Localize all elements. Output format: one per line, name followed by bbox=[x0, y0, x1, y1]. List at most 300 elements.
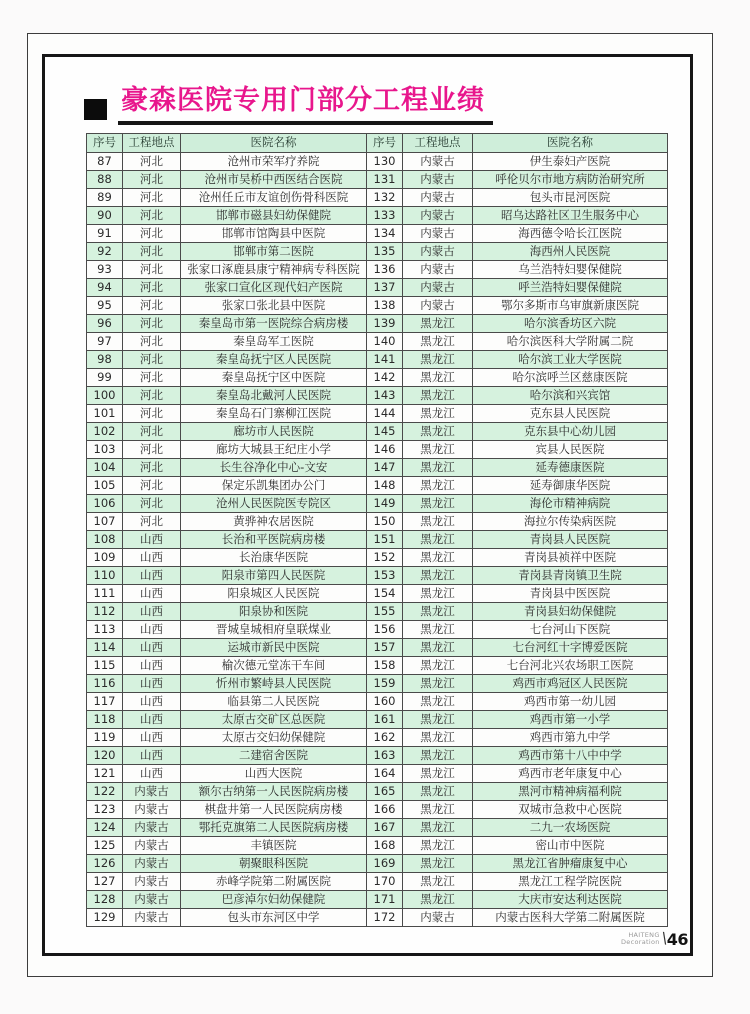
serial-cell: 151 bbox=[367, 531, 403, 549]
location-cell: 河北 bbox=[123, 441, 181, 459]
table-row bbox=[87, 315, 668, 333]
location-cell: 山西 bbox=[123, 729, 181, 747]
column-serial-header: 序号 bbox=[367, 134, 403, 153]
hospital-name-cell: 内蒙古医科大学第二附属医院 bbox=[473, 909, 668, 927]
location-cell: 内蒙古 bbox=[123, 837, 181, 855]
column-serial-header: 序号 bbox=[87, 134, 123, 153]
serial-cell: 101 bbox=[87, 405, 123, 423]
location-cell: 黑龙江 bbox=[403, 423, 473, 441]
serial-cell: 137 bbox=[367, 279, 403, 297]
serial-cell: 124 bbox=[87, 819, 123, 837]
location-cell: 黑龙江 bbox=[403, 405, 473, 423]
hospital-name-cell: 长治康华医院 bbox=[181, 549, 367, 567]
hospital-name-cell: 棋盘井第一人民医院病房楼 bbox=[181, 801, 367, 819]
serial-cell: 162 bbox=[367, 729, 403, 747]
hospital-name-cell: 沧州人民医院医专院区 bbox=[181, 495, 367, 513]
serial-cell: 94 bbox=[87, 279, 123, 297]
location-cell: 内蒙古 bbox=[123, 819, 181, 837]
hospital-name-cell: 海伦市精神病院 bbox=[473, 495, 668, 513]
table-row bbox=[87, 243, 668, 261]
hospital-name-cell: 宾县人民医院 bbox=[473, 441, 668, 459]
location-cell: 内蒙古 bbox=[403, 225, 473, 243]
hospital-name-cell: 鸡西市第一幼儿园 bbox=[473, 693, 668, 711]
hospital-name-cell: 张家口张北县中医院 bbox=[181, 297, 367, 315]
location-cell: 河北 bbox=[123, 387, 181, 405]
table-row bbox=[87, 351, 668, 369]
location-cell: 黑龙江 bbox=[403, 621, 473, 639]
hospital-name-cell: 海西州人民医院 bbox=[473, 243, 668, 261]
hospital-name-cell: 哈尔滨医科大学附属二院 bbox=[473, 333, 668, 351]
location-cell: 内蒙古 bbox=[123, 783, 181, 801]
serial-cell: 147 bbox=[367, 459, 403, 477]
serial-cell: 172 bbox=[367, 909, 403, 927]
hospital-name-cell: 青岗县祯祥中医院 bbox=[473, 549, 668, 567]
title-bullet-square-icon bbox=[84, 99, 107, 120]
location-cell: 河北 bbox=[123, 225, 181, 243]
location-cell: 黑龙江 bbox=[403, 333, 473, 351]
location-cell: 黑龙江 bbox=[403, 315, 473, 333]
location-cell: 内蒙古 bbox=[123, 801, 181, 819]
hospital-name-cell: 包头市昆河医院 bbox=[473, 189, 668, 207]
hospital-name-cell: 山西大医院 bbox=[181, 765, 367, 783]
hospital-name-cell: 青岗县青岗镇卫生院 bbox=[473, 567, 668, 585]
table-header-row bbox=[87, 134, 668, 153]
hospital-name-cell: 呼伦贝尔市地方病防治研究所 bbox=[473, 171, 668, 189]
hospital-name-cell: 沧州任丘市友谊创伤骨科医院 bbox=[181, 189, 367, 207]
table-row bbox=[87, 891, 668, 909]
table-row bbox=[87, 441, 668, 459]
location-cell: 黑龙江 bbox=[403, 675, 473, 693]
table-row bbox=[87, 531, 668, 549]
location-cell: 山西 bbox=[123, 567, 181, 585]
serial-cell: 91 bbox=[87, 225, 123, 243]
location-cell: 山西 bbox=[123, 765, 181, 783]
table-row bbox=[87, 495, 668, 513]
table-row bbox=[87, 765, 668, 783]
serial-cell: 106 bbox=[87, 495, 123, 513]
hospital-name-cell: 昭乌达路社区卫生服务中心 bbox=[473, 207, 668, 225]
hospital-name-cell: 廊坊大城县王纪庄小学 bbox=[181, 441, 367, 459]
serial-cell: 125 bbox=[87, 837, 123, 855]
serial-cell: 156 bbox=[367, 621, 403, 639]
hospital-name-cell: 秦皇岛抚宁区中医院 bbox=[181, 369, 367, 387]
serial-cell: 127 bbox=[87, 873, 123, 891]
serial-cell: 167 bbox=[367, 819, 403, 837]
table-row bbox=[87, 783, 668, 801]
hospital-name-cell: 克东县中心幼儿园 bbox=[473, 423, 668, 441]
location-cell: 内蒙古 bbox=[403, 243, 473, 261]
hospital-name-cell: 阳泉协和医院 bbox=[181, 603, 367, 621]
table-row bbox=[87, 207, 668, 225]
location-cell: 河北 bbox=[123, 513, 181, 531]
serial-cell: 158 bbox=[367, 657, 403, 675]
table-row bbox=[87, 261, 668, 279]
serial-cell: 140 bbox=[367, 333, 403, 351]
table-row bbox=[87, 801, 668, 819]
table-body bbox=[87, 153, 668, 927]
hospital-name-cell: 廊坊市人民医院 bbox=[181, 423, 367, 441]
table-row bbox=[87, 873, 668, 891]
location-cell: 山西 bbox=[123, 603, 181, 621]
location-cell: 山西 bbox=[123, 531, 181, 549]
hospital-name-cell: 鸡西市鸡冠区人民医院 bbox=[473, 675, 668, 693]
location-cell: 黑龙江 bbox=[403, 711, 473, 729]
hospital-name-cell: 秦皇岛北戴河人民医院 bbox=[181, 387, 367, 405]
location-cell: 内蒙古 bbox=[123, 891, 181, 909]
location-cell: 黑龙江 bbox=[403, 747, 473, 765]
serial-cell: 123 bbox=[87, 801, 123, 819]
location-cell: 黑龙江 bbox=[403, 441, 473, 459]
location-cell: 山西 bbox=[123, 549, 181, 567]
table-row bbox=[87, 819, 668, 837]
location-cell: 黑龙江 bbox=[403, 765, 473, 783]
hospital-name-cell: 延寿德康医院 bbox=[473, 459, 668, 477]
table-row bbox=[87, 837, 668, 855]
hospital-name-cell: 海西德令哈长江医院 bbox=[473, 225, 668, 243]
serial-cell: 120 bbox=[87, 747, 123, 765]
location-cell: 山西 bbox=[123, 711, 181, 729]
page-title: 豪森医院专用门部分工程业绩 bbox=[118, 86, 493, 125]
location-cell: 黑龙江 bbox=[403, 531, 473, 549]
serial-cell: 157 bbox=[367, 639, 403, 657]
hospital-name-cell: 哈尔滨呼兰区慈康医院 bbox=[473, 369, 668, 387]
hospital-name-cell: 黑龙江工程学院医院 bbox=[473, 873, 668, 891]
hospital-name-cell: 太原古交妇幼保健院 bbox=[181, 729, 367, 747]
table-row bbox=[87, 369, 668, 387]
serial-cell: 122 bbox=[87, 783, 123, 801]
serial-cell: 129 bbox=[87, 909, 123, 927]
serial-cell: 160 bbox=[367, 693, 403, 711]
hospital-name-cell: 七台河北兴农场职工医院 bbox=[473, 657, 668, 675]
location-cell: 黑龙江 bbox=[403, 873, 473, 891]
hospital-name-cell: 青岗县人民医院 bbox=[473, 531, 668, 549]
hospital-name-cell: 黑河市精神病福利院 bbox=[473, 783, 668, 801]
serial-cell: 128 bbox=[87, 891, 123, 909]
table-row bbox=[87, 747, 668, 765]
serial-cell: 118 bbox=[87, 711, 123, 729]
hospital-name-cell: 鸡西市第十八中中学 bbox=[473, 747, 668, 765]
table-row bbox=[87, 729, 668, 747]
location-cell: 黑龙江 bbox=[403, 495, 473, 513]
hospital-name-cell: 黑龙江省肿瘤康复中心 bbox=[473, 855, 668, 873]
serial-cell: 96 bbox=[87, 315, 123, 333]
serial-cell: 139 bbox=[367, 315, 403, 333]
table-row bbox=[87, 549, 668, 567]
table-row bbox=[87, 621, 668, 639]
serial-cell: 111 bbox=[87, 585, 123, 603]
serial-cell: 148 bbox=[367, 477, 403, 495]
serial-cell: 153 bbox=[367, 567, 403, 585]
serial-cell: 99 bbox=[87, 369, 123, 387]
location-cell: 山西 bbox=[123, 747, 181, 765]
table-row bbox=[87, 603, 668, 621]
hospital-name-cell: 鄂托克旗第二人民医院病房楼 bbox=[181, 819, 367, 837]
hospital-name-cell: 丰镇医院 bbox=[181, 837, 367, 855]
serial-cell: 138 bbox=[367, 297, 403, 315]
serial-cell: 155 bbox=[367, 603, 403, 621]
location-cell: 河北 bbox=[123, 171, 181, 189]
location-cell: 内蒙古 bbox=[123, 909, 181, 927]
hospital-name-cell: 沧州市荣军疗养院 bbox=[181, 153, 367, 171]
serial-cell: 93 bbox=[87, 261, 123, 279]
table-row bbox=[87, 711, 668, 729]
column-hospital-name-header: 医院名称 bbox=[473, 134, 668, 153]
location-cell: 河北 bbox=[123, 297, 181, 315]
hospital-name-cell: 乌兰浩特妇婴保健院 bbox=[473, 261, 668, 279]
location-cell: 河北 bbox=[123, 279, 181, 297]
table-row bbox=[87, 279, 668, 297]
location-cell: 山西 bbox=[123, 585, 181, 603]
location-cell: 黑龙江 bbox=[403, 567, 473, 585]
serial-cell: 117 bbox=[87, 693, 123, 711]
hospital-name-cell: 哈尔滨香坊区六院 bbox=[473, 315, 668, 333]
serial-cell: 142 bbox=[367, 369, 403, 387]
serial-cell: 110 bbox=[87, 567, 123, 585]
hospital-name-cell: 双城市急救中心医院 bbox=[473, 801, 668, 819]
hospital-name-cell: 青岗县妇幼保健院 bbox=[473, 603, 668, 621]
location-cell: 河北 bbox=[123, 189, 181, 207]
table-row bbox=[87, 153, 668, 171]
hospital-name-cell: 鄂尔多斯市乌审旗新康医院 bbox=[473, 297, 668, 315]
hospital-name-cell: 大庆市安达利达医院 bbox=[473, 891, 668, 909]
location-cell: 河北 bbox=[123, 207, 181, 225]
hospital-name-cell: 邯郸市第二医院 bbox=[181, 243, 367, 261]
serial-cell: 112 bbox=[87, 603, 123, 621]
hospital-name-cell: 赤峰学院第二附属医院 bbox=[181, 873, 367, 891]
serial-cell: 132 bbox=[367, 189, 403, 207]
location-cell: 河北 bbox=[123, 495, 181, 513]
hospital-name-cell: 邯郸市磁县妇幼保健院 bbox=[181, 207, 367, 225]
serial-cell: 163 bbox=[367, 747, 403, 765]
location-cell: 黑龙江 bbox=[403, 639, 473, 657]
hospital-name-cell: 秦皇岛军工医院 bbox=[181, 333, 367, 351]
serial-cell: 90 bbox=[87, 207, 123, 225]
location-cell: 河北 bbox=[123, 243, 181, 261]
brand-subtitle: Decoration bbox=[621, 938, 660, 946]
serial-cell: 161 bbox=[367, 711, 403, 729]
location-cell: 内蒙古 bbox=[123, 873, 181, 891]
location-cell: 内蒙古 bbox=[403, 297, 473, 315]
location-cell: 河北 bbox=[123, 261, 181, 279]
hospital-name-cell: 密山市中医院 bbox=[473, 837, 668, 855]
table-row bbox=[87, 405, 668, 423]
brand-logo bbox=[621, 932, 660, 947]
page-footer bbox=[621, 929, 688, 949]
serial-cell: 150 bbox=[367, 513, 403, 531]
location-cell: 黑龙江 bbox=[403, 729, 473, 747]
serial-cell: 149 bbox=[367, 495, 403, 513]
table-row bbox=[87, 639, 668, 657]
table-row bbox=[87, 567, 668, 585]
table-row bbox=[87, 189, 668, 207]
location-cell: 黑龙江 bbox=[403, 387, 473, 405]
location-cell: 黑龙江 bbox=[403, 891, 473, 909]
location-cell: 内蒙古 bbox=[403, 909, 473, 927]
serial-cell: 134 bbox=[367, 225, 403, 243]
location-cell: 河北 bbox=[123, 405, 181, 423]
hospital-name-cell: 阳泉市第四人民医院 bbox=[181, 567, 367, 585]
serial-cell: 92 bbox=[87, 243, 123, 261]
location-cell: 山西 bbox=[123, 657, 181, 675]
hospital-name-cell: 阳泉城区人民医院 bbox=[181, 585, 367, 603]
serial-cell: 104 bbox=[87, 459, 123, 477]
table-row bbox=[87, 585, 668, 603]
location-cell: 山西 bbox=[123, 675, 181, 693]
hospital-name-cell: 沧州市吴桥中西医结合医院 bbox=[181, 171, 367, 189]
serial-cell: 144 bbox=[367, 405, 403, 423]
hospital-name-cell: 鸡西市第九中学 bbox=[473, 729, 668, 747]
serial-cell: 114 bbox=[87, 639, 123, 657]
location-cell: 山西 bbox=[123, 639, 181, 657]
table-row bbox=[87, 225, 668, 243]
hospital-name-cell: 包头市东河区中学 bbox=[181, 909, 367, 927]
serial-cell: 109 bbox=[87, 549, 123, 567]
location-cell: 内蒙古 bbox=[403, 171, 473, 189]
hospital-name-cell: 七台河山下医院 bbox=[473, 621, 668, 639]
location-cell: 黑龙江 bbox=[403, 837, 473, 855]
location-cell: 黑龙江 bbox=[403, 783, 473, 801]
location-cell: 黑龙江 bbox=[403, 855, 473, 873]
serial-cell: 152 bbox=[367, 549, 403, 567]
hospital-name-cell: 张家口宣化区现代妇产医院 bbox=[181, 279, 367, 297]
table-row bbox=[87, 855, 668, 873]
location-cell: 河北 bbox=[123, 459, 181, 477]
table-row bbox=[87, 693, 668, 711]
project-performance-table bbox=[86, 133, 668, 927]
location-cell: 黑龙江 bbox=[403, 693, 473, 711]
serial-cell: 146 bbox=[367, 441, 403, 459]
serial-cell: 113 bbox=[87, 621, 123, 639]
serial-cell: 154 bbox=[367, 585, 403, 603]
location-cell: 黑龙江 bbox=[403, 369, 473, 387]
serial-cell: 116 bbox=[87, 675, 123, 693]
serial-cell: 143 bbox=[367, 387, 403, 405]
location-cell: 河北 bbox=[123, 369, 181, 387]
serial-cell: 115 bbox=[87, 657, 123, 675]
column-location-header: 工程地点 bbox=[123, 134, 181, 153]
serial-cell: 133 bbox=[367, 207, 403, 225]
serial-cell: 159 bbox=[367, 675, 403, 693]
location-cell: 黑龙江 bbox=[403, 585, 473, 603]
table-row bbox=[87, 513, 668, 531]
serial-cell: 131 bbox=[367, 171, 403, 189]
hospital-name-cell: 二建宿舍医院 bbox=[181, 747, 367, 765]
hospital-name-cell: 晋城皇城相府皇联煤业 bbox=[181, 621, 367, 639]
hospital-name-cell: 张家口涿鹿县康宁精神病专科医院 bbox=[181, 261, 367, 279]
serial-cell: 170 bbox=[367, 873, 403, 891]
hospital-name-cell: 鸡西市老年康复中心 bbox=[473, 765, 668, 783]
location-cell: 内蒙古 bbox=[403, 261, 473, 279]
table-row bbox=[87, 387, 668, 405]
column-location-header: 工程地点 bbox=[403, 134, 473, 153]
table-row bbox=[87, 459, 668, 477]
hospital-name-cell: 黄骅神农居医院 bbox=[181, 513, 367, 531]
location-cell: 河北 bbox=[123, 351, 181, 369]
hospital-name-cell: 海拉尔传染病医院 bbox=[473, 513, 668, 531]
hospital-name-cell: 二九一农场医院 bbox=[473, 819, 668, 837]
hospital-name-cell: 忻州市繁峙县人民医院 bbox=[181, 675, 367, 693]
location-cell: 黑龙江 bbox=[403, 801, 473, 819]
serial-cell: 166 bbox=[367, 801, 403, 819]
location-cell: 山西 bbox=[123, 693, 181, 711]
serial-cell: 130 bbox=[367, 153, 403, 171]
footer-slash-mark: \ bbox=[660, 928, 668, 948]
serial-cell: 168 bbox=[367, 837, 403, 855]
hospital-name-cell: 额尔古纳第一人民医院病房楼 bbox=[181, 783, 367, 801]
location-cell: 黑龙江 bbox=[403, 657, 473, 675]
table-row bbox=[87, 675, 668, 693]
location-cell: 河北 bbox=[123, 315, 181, 333]
serial-cell: 87 bbox=[87, 153, 123, 171]
table-row bbox=[87, 657, 668, 675]
table-row bbox=[87, 297, 668, 315]
hospital-name-cell: 七台河红十字博爱医院 bbox=[473, 639, 668, 657]
serial-cell: 171 bbox=[367, 891, 403, 909]
hospital-name-cell: 秦皇岛石门寨柳江医院 bbox=[181, 405, 367, 423]
serial-cell: 165 bbox=[367, 783, 403, 801]
title-block bbox=[84, 86, 493, 125]
hospital-name-cell: 青岗县中医医院 bbox=[473, 585, 668, 603]
hospital-name-cell: 哈尔滨和兴宾馆 bbox=[473, 387, 668, 405]
location-cell: 河北 bbox=[123, 153, 181, 171]
serial-cell: 102 bbox=[87, 423, 123, 441]
location-cell: 黑龙江 bbox=[403, 819, 473, 837]
serial-cell: 135 bbox=[367, 243, 403, 261]
serial-cell: 169 bbox=[367, 855, 403, 873]
hospital-name-cell: 保定乐凯集团办公门 bbox=[181, 477, 367, 495]
location-cell: 黑龙江 bbox=[403, 513, 473, 531]
location-cell: 黑龙江 bbox=[403, 477, 473, 495]
table-header bbox=[87, 134, 668, 153]
table-row bbox=[87, 909, 668, 927]
hospital-name-cell: 长治和平医院病房楼 bbox=[181, 531, 367, 549]
serial-cell: 89 bbox=[87, 189, 123, 207]
serial-cell: 136 bbox=[367, 261, 403, 279]
serial-cell: 108 bbox=[87, 531, 123, 549]
location-cell: 河北 bbox=[123, 333, 181, 351]
hospital-name-cell: 朝聚眼科医院 bbox=[181, 855, 367, 873]
serial-cell: 88 bbox=[87, 171, 123, 189]
page-number: 46 bbox=[666, 929, 688, 949]
column-hospital-name-header: 医院名称 bbox=[181, 134, 367, 153]
hospital-name-cell: 呼兰浩特妇婴保健院 bbox=[473, 279, 668, 297]
location-cell: 山西 bbox=[123, 621, 181, 639]
serial-cell: 105 bbox=[87, 477, 123, 495]
hospital-name-cell: 鸡西市第一小学 bbox=[473, 711, 668, 729]
location-cell: 黑龙江 bbox=[403, 351, 473, 369]
hospital-name-cell: 克东县人民医院 bbox=[473, 405, 668, 423]
serial-cell: 164 bbox=[367, 765, 403, 783]
serial-cell: 107 bbox=[87, 513, 123, 531]
location-cell: 内蒙古 bbox=[403, 153, 473, 171]
serial-cell: 141 bbox=[367, 351, 403, 369]
serial-cell: 103 bbox=[87, 441, 123, 459]
serial-cell: 98 bbox=[87, 351, 123, 369]
hospital-name-cell: 巴彦淖尔妇幼保健院 bbox=[181, 891, 367, 909]
hospital-name-cell: 邯郸市馆陶县中医院 bbox=[181, 225, 367, 243]
hospital-name-cell: 太原古交矿区总医院 bbox=[181, 711, 367, 729]
location-cell: 内蒙古 bbox=[123, 855, 181, 873]
hospital-name-cell: 秦皇岛抚宁区人民医院 bbox=[181, 351, 367, 369]
hospital-name-cell: 秦皇岛市第一医院综合病房楼 bbox=[181, 315, 367, 333]
hospital-name-cell: 运城市新民中医院 bbox=[181, 639, 367, 657]
location-cell: 河北 bbox=[123, 477, 181, 495]
location-cell: 内蒙古 bbox=[403, 189, 473, 207]
serial-cell: 100 bbox=[87, 387, 123, 405]
serial-cell: 145 bbox=[367, 423, 403, 441]
brand-name: HAITENG bbox=[628, 930, 660, 939]
table-row bbox=[87, 333, 668, 351]
